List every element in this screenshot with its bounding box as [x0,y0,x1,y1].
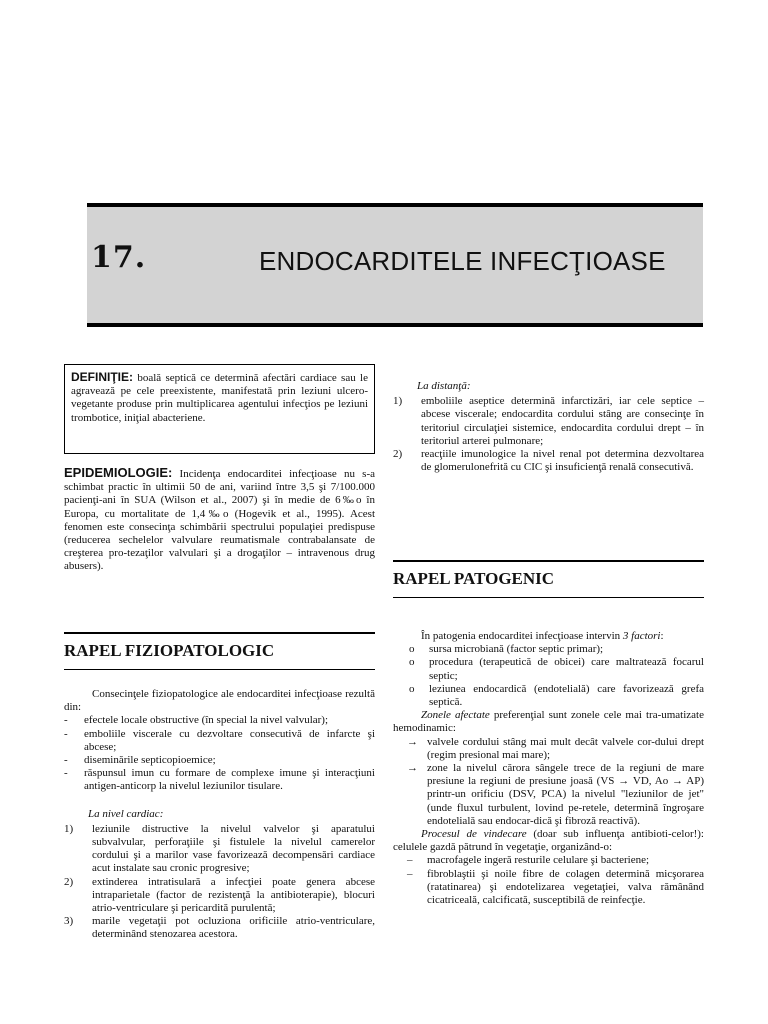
list-item: – macrofagele ingeră resturile celulare şi bacteriene; [407,854,650,867]
section-heading-fiziopatologic: RAPEL FIZIOPATOLOGIC [64,632,375,670]
list-item: - răspunsul imun cu formare de complexe imune şi interacţiuni antigen-anticorp la nivelul leziunilor tisulare. [64,767,375,793]
healing-paragraph: Procesul de vindecare (doar sub influenţa antibioti-celor!): celulele gazdă pătrund în vegetaţie, organizând-o: [393,828,704,854]
epidemiology-paragraph [64,466,375,574]
list-item: – fibroblaştii şi noile fibre de colagen determină micşorarea (ratatinarea) şi endotelizarea vegetaţiei, valva rămânând cicatriceală, calcificată, susceptibilă de reinfecţie. [407,867,704,907]
section-heading-patogenic: RAPEL PATOGENIC [393,560,704,598]
distance-effects [393,380,704,474]
patogenic-intro: În patogenia endocarditei infecţioase intervin 3 factori: [421,630,664,642]
distance-subheading: La distanţă: [417,380,471,392]
epidemiology-label: EPIDEMIOLOGIE: [64,465,173,480]
definition-text: boală septică ce determină afectări cardiace sau le agravează pe cele preexistente, manifestată prin leziuni ulcero-vegetante produse prin multiplicarea agentului infecţios pe leziuni trombotice, iniţial abacteriene. [71,372,368,424]
consequences-list [64,714,375,793]
zones-paragraph: Zonele afectate preferenţial sunt zonele cele mai tra-umatizate hemodinamic: [393,709,704,735]
epidemiology-text: Incidenţa endocarditei infecţioase nu s-a schimbat practic în ultimii 50 de ani, variind între 3,5 şi 7/100.000 pacienţi-ani în SUA (Wilson et al., 2007) şi în medie de 6‰o în Europa, cu mortalitate de 1,4‰o (Hogevik et al., 1995). Acest fenomen este consecinţa schimbării spectrului populaţiei predispuse (reducerea sechelelor valvulare reumatismale contrabalansate de creşterea pro-tezaţilor valvulari şi a drogaţilor – intravenous drug abusers). [64,468,375,573]
list-item: o leziunea endocardică (endotelială) care favorizează grefa septică. [409,682,704,709]
chapter-title: ENDOCARDITELE INFECŢIOASE [259,246,666,276]
list-item: o sursa microbiană (factor septic primar); [409,643,604,656]
cardiac-list [64,823,375,942]
list-item: 3) marile vegetaţii pot ocluziona orificiile atrio-ventriculare, determinând stenozarea acestora. [64,915,375,941]
cardiac-subheading: La nivel cardiac: [88,807,164,820]
list-item: 2) reacţiile imunologice la nivel renal pot determina dezvoltarea de glomerulonefrită cu CIC şi insuficienţă renală consecutivă. [393,448,704,474]
list-item: 1) leziunile distructive la nivelul valvelor şi aparatului subvalvular, perforaţiile şi fistulele la nivelul camerelor cordului şi a marilor vase favorizează decompensări cardiace acut instalate sau cronic progresive; [64,822,375,875]
zones-list [393,736,704,828]
chapter-number: 17. [91,240,147,275]
list-item: 2) extinderea intratisulară a infecţiei poate genera abcese intraparietale (factor de rezistenţă la antibioterapie), blocuri atrio-ventriculare şi pericardită purulentă; [64,875,375,915]
list-item: - emboliile viscerale cu dezvoltare consecutivă de infarcte şi abcese; [64,727,375,753]
list-item: 1) emboliile aseptice determină infarctizări, iar cele septice – abcese viscerale; endocardita cordului stâng are consecinţe în teritoriul circulaţiei sistemice, endocardita cordului drept – în teritoriul arterei pulmonare; [393,395,704,447]
fiziopatologic-intro: Consecinţele fiziopatologice ale endocarditei infecţioase rezultă din: [64,688,375,714]
distance-list [393,395,704,474]
list-item: - efectele locale obstructive (în special la nivel valvular); [64,714,329,727]
factors-list [393,643,704,709]
list-item: → valvele cordului stâng mai mult decât valvele cor-dului drept (regim presional mai mare); [407,735,704,761]
list-item: - diseminările septicopioemice; [64,754,216,767]
definition-box [64,364,375,454]
chapter-header [87,203,703,327]
healing-list [393,854,704,907]
list-item: → zone la nivelul cărora sângele trece de la regiuni de mare presiune la regiuni de presiune joasă (VS → VD, Ao → AP) printr-un orificiu (DSV, PCA) la nivelul "leziunilor de jet" (unde fluxul turbulent, lovind pe-retele, determină îngroşare endotelială sau endocar-dică şi fibroză reactivă). [407,762,704,827]
definition-label: DEFINIŢIE: [71,370,133,384]
patogenic-content [393,630,704,907]
list-item: o procedura (terapeutică de obicei) care maltratează focarul septic; [409,656,704,682]
fiziopatologic-content [64,688,375,942]
